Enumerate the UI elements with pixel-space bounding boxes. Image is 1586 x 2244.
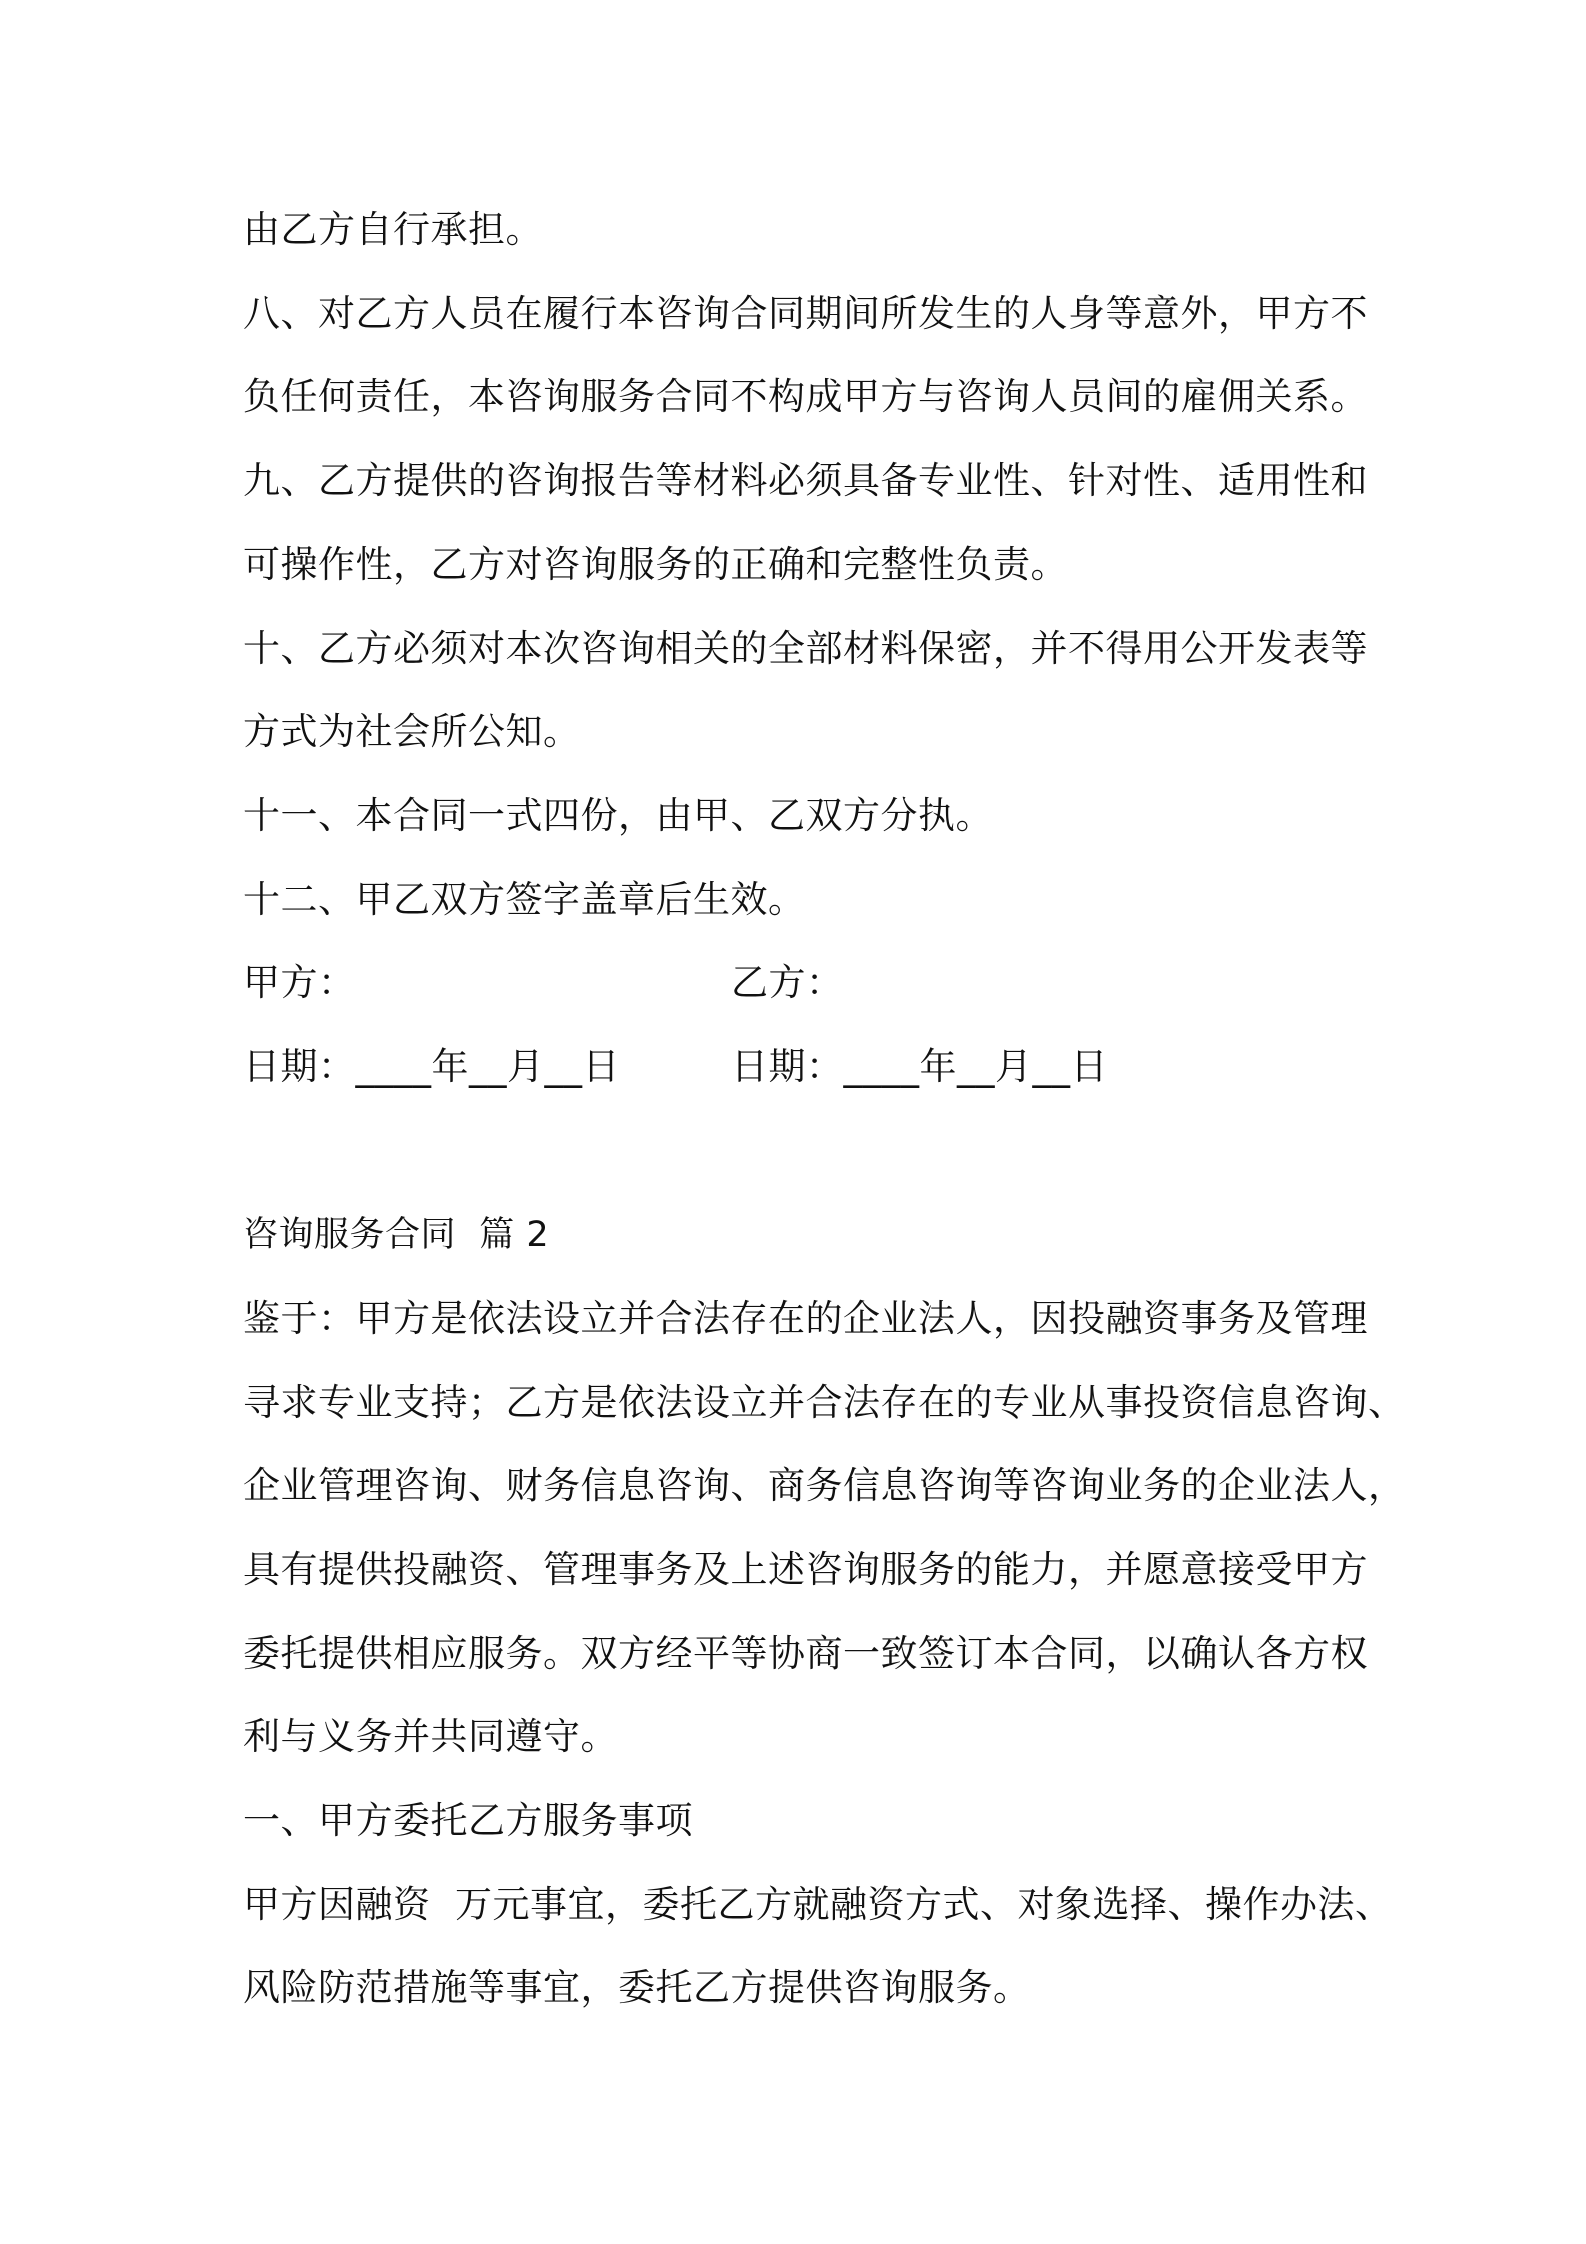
clause-11-line: 十一、本合同一式四份，由甲、乙双方分执。 bbox=[243, 794, 993, 837]
preamble-line-2: 寻求专业支持；乙方是依法设立并合法存在的专业从事投资信息咨询、 bbox=[243, 1381, 1406, 1424]
party-b-label: 乙方： bbox=[731, 961, 844, 1004]
clause-9-line-1: 九、乙方提供的咨询报告等材料必须具备专业性、针对性、适用性和 bbox=[243, 459, 1368, 502]
party-b-date: 日期：____年__月__日 bbox=[731, 1045, 1108, 1088]
clause-8-line-1: 八、对乙方人员在履行本咨询合同期间所发生的人身等意外，甲方不 bbox=[243, 292, 1368, 335]
article-1-heading: 一、甲方委托乙方服务事项 bbox=[243, 1799, 693, 1842]
preamble-line-4: 具有提供投融资、管理事务及上述咨询服务的能力，并愿意接受甲方 bbox=[243, 1548, 1368, 1591]
section-heading: 咨询服务合同 篇 2 bbox=[243, 1215, 550, 1255]
preamble-line-1: 鉴于：甲方是依法设立并合法存在的企业法人，因投融资事务及管理 bbox=[243, 1297, 1368, 1340]
clause-10-line-2: 方式为社会所公知。 bbox=[243, 710, 581, 753]
preamble-line-6: 利与义务并共同遵守。 bbox=[243, 1715, 618, 1758]
clause-9-line-2: 可操作性，乙方对咨询服务的正确和完整性负责。 bbox=[243, 543, 1068, 586]
clause-line: 由乙方自行承担。 bbox=[243, 208, 543, 251]
article-1-line-1: 甲方因融资 万元事宜，委托乙方就融资方式、对象选择、操作办法、 bbox=[243, 1883, 1393, 1926]
party-a-date: 日期：____年__月__日 bbox=[243, 1045, 620, 1088]
article-1-line-2: 风险防范措施等事宜，委托乙方提供咨询服务。 bbox=[243, 1966, 1031, 2009]
clause-8-line-2: 负任何责任，本咨询服务合同不构成甲方与咨询人员间的雇佣关系。 bbox=[243, 375, 1368, 418]
party-a-label: 甲方： bbox=[243, 961, 356, 1004]
preamble-line-3: 企业管理咨询、财务信息咨询、商务信息咨询等咨询业务的企业法人， bbox=[243, 1464, 1406, 1507]
clause-10-line-1: 十、乙方必须对本次咨询相关的全部材料保密，并不得用公开发表等 bbox=[243, 627, 1368, 670]
clause-12-line: 十二、甲乙双方签字盖章后生效。 bbox=[243, 878, 806, 921]
preamble-line-5: 委托提供相应服务。双方经平等协商一致签订本合同，以确认各方权 bbox=[243, 1632, 1368, 1675]
